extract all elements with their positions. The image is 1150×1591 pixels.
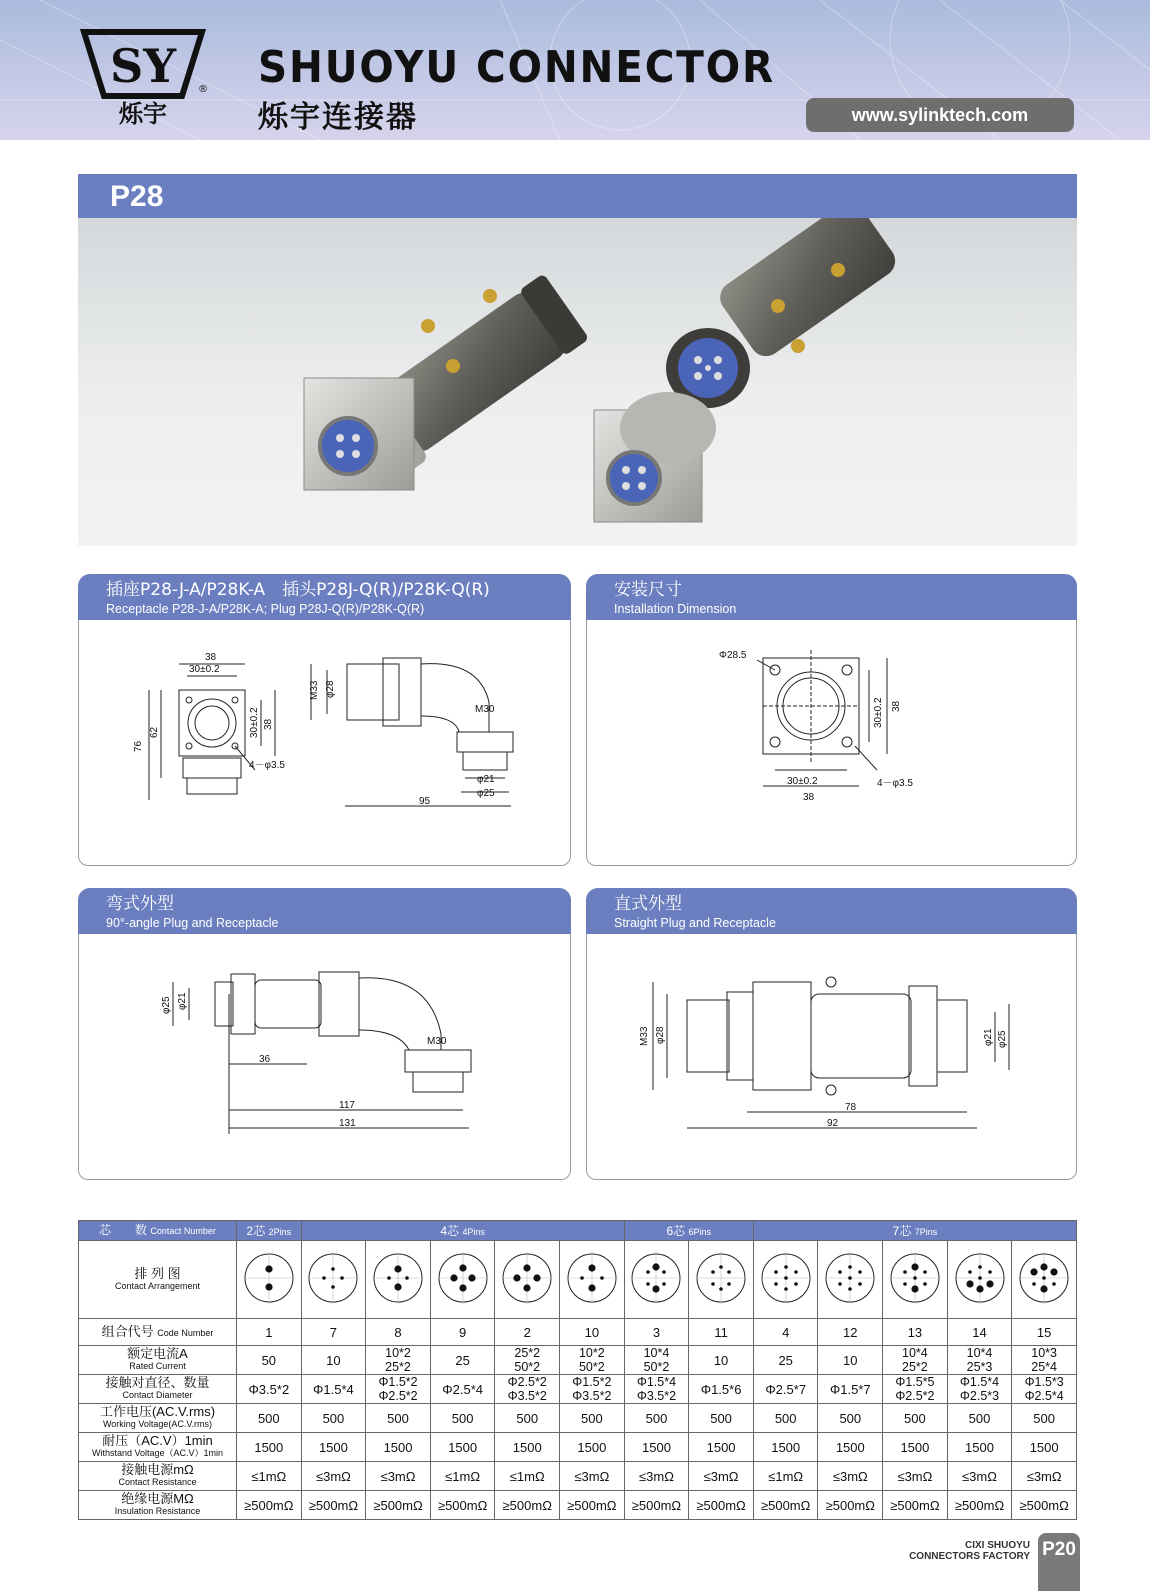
spec-value: 1500: [624, 1433, 689, 1462]
spec-row-label: 工作电压(AC.V.rms) Working Voltage(AC.V.rms): [79, 1404, 237, 1433]
spec-value: ≥500mΩ: [301, 1491, 366, 1520]
dim-36: 36: [259, 1054, 271, 1065]
arrangement-cell: [753, 1241, 818, 1319]
spec-value: 15: [1012, 1319, 1077, 1346]
page-number: P20: [1038, 1533, 1080, 1591]
dim-30-install-bottom: 30±0.2: [787, 776, 818, 787]
section-title-en: Straight Plug and Receptacle: [614, 916, 776, 930]
connector-photo-illustration: [78, 218, 1077, 546]
angle-drawing-panel: [78, 934, 571, 1180]
dim-phi25-angle: φ25: [161, 996, 172, 1014]
spec-value: 1500: [1012, 1433, 1077, 1462]
spec-value: 4: [753, 1319, 818, 1346]
contact-pin: [332, 1285, 336, 1289]
spec-value: 1500: [560, 1433, 625, 1462]
dim-phi21: φ21: [477, 774, 495, 785]
spec-value: 10: [560, 1319, 625, 1346]
spec-value: 500: [301, 1404, 366, 1433]
dim-hole-install: 4－φ3.5: [877, 778, 913, 789]
contact-pin: [468, 1274, 475, 1281]
pin-arrangement-diagram: [756, 1248, 816, 1308]
contact-pin: [1052, 1282, 1056, 1286]
table-header-row: [79, 1221, 1077, 1241]
contact-pin: [848, 1276, 852, 1280]
spec-row: [79, 1433, 1077, 1462]
brand-name-chinese: 烁宇连接器: [258, 100, 418, 135]
pin-arrangement-diagram: [239, 1248, 299, 1308]
group-2pins: 2芯 2Pins: [237, 1221, 302, 1241]
arrangement-cell: [689, 1241, 754, 1319]
arrangement-cell: [624, 1241, 689, 1319]
spec-row-label: 接触对直径、数量 Contact Diameter: [79, 1375, 237, 1404]
arrangement-cell: [560, 1241, 625, 1319]
spec-value: ≤1mΩ: [237, 1462, 302, 1491]
dim-95: 95: [419, 796, 431, 807]
contact-pin: [387, 1276, 391, 1280]
dim-phi28-straight: φ28: [655, 1026, 666, 1044]
spec-value: ≤3mΩ: [689, 1462, 754, 1491]
dim-30-side: 30±0.2: [249, 707, 260, 738]
spec-value: 25: [753, 1346, 818, 1375]
arrangement-cell: [947, 1241, 1012, 1319]
contact-pin: [988, 1270, 992, 1274]
spec-value: Φ1.5*4 Φ2.5*3: [947, 1375, 1012, 1404]
contact-pin: [986, 1280, 993, 1287]
brand-name-english: SHUOYU CONNECTOR: [258, 42, 776, 93]
dim-30-install: 30±0.2: [873, 697, 884, 728]
spec-value: 500: [237, 1404, 302, 1433]
contact-pin: [719, 1287, 723, 1291]
spec-value: ≥500mΩ: [1012, 1491, 1077, 1520]
spec-value: 25*2 50*2: [495, 1346, 560, 1375]
page-header: [0, 0, 1150, 140]
spec-value: 8: [366, 1319, 431, 1346]
arrangement-label: 排 列 图 Contact Arrangement: [79, 1241, 237, 1319]
group-4pins: 4芯 4Pins: [301, 1221, 624, 1241]
contact-pin: [1041, 1263, 1048, 1270]
contact-pin: [968, 1270, 972, 1274]
shuoyu-logo: [76, 26, 210, 126]
spec-row: [79, 1491, 1077, 1520]
contact-pin: [858, 1282, 862, 1286]
receptacle-plug-drawing: [79, 620, 572, 866]
contact-pin: [1051, 1268, 1058, 1275]
spec-value: ≥500mΩ: [753, 1491, 818, 1520]
angle-plug-drawing: [79, 934, 572, 1180]
spec-value: ≥500mΩ: [560, 1491, 625, 1520]
receptacle-drawing-panel: [78, 620, 571, 866]
contact-pin: [911, 1263, 918, 1270]
contact-pin: [653, 1285, 660, 1292]
spec-value: Φ1.5*4: [301, 1375, 366, 1404]
spec-row: [79, 1375, 1077, 1404]
pin-arrangement-diagram: [1014, 1248, 1074, 1308]
section-title-cn: 插座P28-J-A/P28K-A 插头P28J-Q(R)/P28K-Q(R): [106, 580, 490, 600]
spec-value: 1500: [947, 1433, 1012, 1462]
contact-pin: [727, 1270, 731, 1274]
dim-phi21-straight: φ21: [983, 1028, 994, 1046]
contact-pin: [838, 1282, 842, 1286]
spec-value: ≤3mΩ: [301, 1462, 366, 1491]
spec-value: ≥500mΩ: [366, 1491, 431, 1520]
section-title-en: Installation Dimension: [614, 602, 737, 616]
spec-value: 10*2 25*2: [366, 1346, 431, 1375]
spec-row: [79, 1346, 1077, 1375]
spec-value: ≥500mΩ: [237, 1491, 302, 1520]
spec-value: ≥500mΩ: [818, 1491, 883, 1520]
contact-pin: [323, 1276, 327, 1280]
section-title-cn: 安装尺寸: [614, 580, 682, 600]
spec-value: 50: [237, 1346, 302, 1375]
unmated-connector-image: [594, 218, 901, 522]
spec-value: Φ1.5*2 Φ3.5*2: [560, 1375, 625, 1404]
spec-value: 1500: [753, 1433, 818, 1462]
dim-m30: M30: [475, 704, 495, 715]
spec-value: 12: [818, 1319, 883, 1346]
dim-m33-straight: M33: [639, 1026, 650, 1046]
pin-arrangement-diagram: [433, 1248, 493, 1308]
contact-pin: [459, 1264, 466, 1271]
contact-pin: [514, 1274, 521, 1281]
contact-pin: [1042, 1276, 1046, 1280]
pin-arrangement-diagram: [626, 1248, 686, 1308]
section-title-en: Receptacle P28-J-A/P28K-A; Plug P28J-Q(R)/P28K-Q(R): [106, 602, 425, 616]
dim-hole: 4－φ3.5: [249, 760, 285, 771]
dim-phi28-5: Φ28.5: [719, 650, 747, 661]
spec-value: 500: [624, 1404, 689, 1433]
spec-value: 3: [624, 1319, 689, 1346]
arrangement-cell: [495, 1241, 560, 1319]
contact-pin: [719, 1265, 723, 1269]
spec-value: ≤3mΩ: [1012, 1462, 1077, 1491]
spec-value: 10*4 25*3: [947, 1346, 1012, 1375]
dim-38-install-bottom: 38: [803, 792, 815, 803]
contact-pin: [394, 1265, 401, 1272]
contact-pin: [848, 1287, 852, 1291]
spec-value: 500: [883, 1404, 948, 1433]
spec-value: Φ2.5*7: [753, 1375, 818, 1404]
contact-pin: [405, 1276, 409, 1280]
install-drawing-panel: [586, 620, 1077, 866]
spec-value: 1500: [689, 1433, 754, 1462]
contact-pin: [711, 1270, 715, 1274]
spec-table: [78, 1220, 1077, 1520]
model-title: P28: [78, 174, 1077, 218]
spec-value: 500: [947, 1404, 1012, 1433]
spec-value: ≤3mΩ: [366, 1462, 431, 1491]
spec-value: ≤1mΩ: [495, 1462, 560, 1491]
spec-value: 1500: [366, 1433, 431, 1462]
spec-value: Φ1.5*5 Φ2.5*2: [883, 1375, 948, 1404]
spec-value: 7: [301, 1319, 366, 1346]
contact-pin: [663, 1282, 667, 1286]
spec-row-label: 组合代号 Code Number: [79, 1319, 237, 1346]
arrangement-cell: [818, 1241, 883, 1319]
installation-dimension-drawing: [587, 620, 1078, 866]
contact-pin: [784, 1287, 788, 1291]
contact-pin: [711, 1282, 715, 1286]
arrangement-cell: [237, 1241, 302, 1319]
contact-pin: [794, 1282, 798, 1286]
spec-value: 500: [818, 1404, 883, 1433]
spec-value: ≥500mΩ: [947, 1491, 1012, 1520]
contact-pin: [265, 1265, 272, 1272]
spec-value: ≤3mΩ: [818, 1462, 883, 1491]
contact-pin: [1041, 1285, 1048, 1292]
footer-line1: CIXI SHUOYU: [964, 1540, 1030, 1551]
spec-value: ≥500mΩ: [689, 1491, 754, 1520]
spec-value: Φ2.5*4: [430, 1375, 495, 1404]
contact-pin: [774, 1282, 778, 1286]
contact-pin: [265, 1283, 272, 1290]
spec-value: 11: [689, 1319, 754, 1346]
dim-38-side: 38: [263, 718, 274, 730]
spec-value: ≤3mΩ: [560, 1462, 625, 1491]
spec-value: 1500: [237, 1433, 302, 1462]
spec-value: 10: [689, 1346, 754, 1375]
logo-letters: SY: [109, 39, 177, 93]
dim-38-install-side: 38: [891, 700, 902, 712]
dim-phi21-angle: φ21: [177, 992, 188, 1010]
spec-value: 1: [237, 1319, 302, 1346]
contact-pin: [663, 1270, 667, 1274]
contact-pin: [580, 1276, 584, 1280]
spec-value: ≤1mΩ: [430, 1462, 495, 1491]
arrangement-cell: [430, 1241, 495, 1319]
dim-phi25-straight: φ25: [997, 1030, 1008, 1048]
dim-m30-angle: M30: [427, 1036, 447, 1047]
spec-value: 500: [495, 1404, 560, 1433]
spec-value: 500: [689, 1404, 754, 1433]
spec-value: 25: [430, 1346, 495, 1375]
spec-row-label: 绝缘电源MΩ Insulation Resistance: [79, 1491, 237, 1520]
footer-line2: CONNECTORS FACTORY: [909, 1551, 1030, 1562]
spec-row-label: 耐压（AC.V）1min Withstand Voltage（AC.V）1min: [79, 1433, 237, 1462]
contact-pin: [848, 1265, 852, 1269]
spec-value: 2: [495, 1319, 560, 1346]
contact-pin: [524, 1284, 531, 1291]
spec-value: Φ1.5*6: [689, 1375, 754, 1404]
spec-value: ≤3mΩ: [883, 1462, 948, 1491]
group-6pins: 6芯 6Pins: [624, 1221, 753, 1241]
section-title-cn: 直式外型: [614, 894, 682, 914]
spec-value: 500: [366, 1404, 431, 1433]
spec-value: 10*4 50*2: [624, 1346, 689, 1375]
section-header-install: [586, 574, 1077, 620]
dim-phi25: φ25: [477, 788, 495, 799]
group-7pins: 7芯 7Pins: [753, 1221, 1076, 1241]
section-header-receptacle: [78, 574, 571, 620]
spec-row-label: 额定电流A Rated Current: [79, 1346, 237, 1375]
straight-plug-drawing: [587, 934, 1078, 1180]
contact-pin: [794, 1270, 798, 1274]
section-title-cn: 弯式外型: [106, 894, 174, 914]
contact-pin: [394, 1283, 401, 1290]
spec-value: 500: [560, 1404, 625, 1433]
spec-value: ≥500mΩ: [495, 1491, 560, 1520]
spec-value: 10: [301, 1346, 366, 1375]
spec-value: 10*4 25*2: [883, 1346, 948, 1375]
spec-row-label: 接触电源mΩ Contact Resistance: [79, 1462, 237, 1491]
pin-arrangement-diagram: [885, 1248, 945, 1308]
arrangement-row: [79, 1241, 1077, 1319]
contact-pin: [903, 1270, 907, 1274]
spec-value: Φ1.5*2 Φ2.5*2: [366, 1375, 431, 1404]
contact-pin: [923, 1282, 927, 1286]
contact-pin: [588, 1264, 595, 1271]
spec-value: 10*3 25*4: [1012, 1346, 1077, 1375]
spec-value: ≤3mΩ: [624, 1462, 689, 1491]
contact-pin: [450, 1274, 457, 1281]
contact-pin: [976, 1285, 983, 1292]
pin-arrangement-diagram: [497, 1248, 557, 1308]
contact-pin: [913, 1276, 917, 1280]
dim-131: 131: [339, 1118, 356, 1129]
arrangement-cell: [1012, 1241, 1077, 1319]
dim-92: 92: [827, 1118, 839, 1129]
contact-pin: [774, 1270, 778, 1274]
contact-pin: [966, 1280, 973, 1287]
contact-pin: [647, 1282, 651, 1286]
section-header-angle: [78, 888, 571, 934]
spec-value: 1500: [301, 1433, 366, 1462]
footer-factory: [900, 1540, 1030, 1562]
spec-value: ≤1mΩ: [753, 1462, 818, 1491]
pin-arrangement-diagram: [562, 1248, 622, 1308]
contact-pin: [923, 1270, 927, 1274]
spec-row: [79, 1319, 1077, 1346]
contact-pin: [784, 1265, 788, 1269]
dim-78: 78: [845, 1102, 857, 1113]
spec-value: ≥500mΩ: [624, 1491, 689, 1520]
spec-value: 10: [818, 1346, 883, 1375]
spec-value: 500: [753, 1404, 818, 1433]
straight-drawing-panel: [586, 934, 1077, 1180]
dim-30-top: 30±0.2: [189, 664, 220, 675]
contact-pin: [600, 1276, 604, 1280]
spec-value: 1500: [430, 1433, 495, 1462]
spec-value: 1500: [883, 1433, 948, 1462]
contact-pin: [647, 1270, 651, 1274]
spec-value: Φ1.5*7: [818, 1375, 883, 1404]
contact-pin: [332, 1267, 336, 1271]
contact-pin: [978, 1276, 982, 1280]
spec-value: 1500: [818, 1433, 883, 1462]
mated-connector-image: [304, 268, 593, 492]
spec-value: 13: [883, 1319, 948, 1346]
pin-arrangement-diagram: [950, 1248, 1010, 1308]
spec-value: ≥500mΩ: [430, 1491, 495, 1520]
dim-m33: M33: [309, 680, 320, 700]
arrangement-cell: [366, 1241, 431, 1319]
spec-value: ≥500mΩ: [883, 1491, 948, 1520]
spec-row: [79, 1462, 1077, 1491]
contact-pin: [459, 1284, 466, 1291]
spec-value: Φ2.5*2 Φ3.5*2: [495, 1375, 560, 1404]
dim-117: 117: [339, 1100, 355, 1111]
contact-pin: [903, 1282, 907, 1286]
contact-pin: [784, 1276, 788, 1280]
contact-pin: [524, 1264, 531, 1271]
product-photo: [78, 218, 1077, 546]
contact-pin: [1031, 1268, 1038, 1275]
contact-pin: [653, 1263, 660, 1270]
contact-pin: [858, 1270, 862, 1274]
contact-pin: [978, 1265, 982, 1269]
contact-pin: [534, 1274, 541, 1281]
dim-phi28: φ28: [325, 680, 336, 698]
spec-value: 1500: [495, 1433, 560, 1462]
arrangement-cell: [883, 1241, 948, 1319]
dim-62: 62: [149, 726, 160, 738]
spec-value: 14: [947, 1319, 1012, 1346]
contact-pin: [911, 1285, 918, 1292]
arrangement-cell: [301, 1241, 366, 1319]
dim-38-top: 38: [205, 652, 217, 663]
spec-value: 10*2 50*2: [560, 1346, 625, 1375]
pin-arrangement-diagram: [303, 1248, 363, 1308]
pin-arrangement-diagram: [368, 1248, 428, 1308]
pin-arrangement-diagram: [820, 1248, 880, 1308]
spec-value: 500: [430, 1404, 495, 1433]
spec-value: 9: [430, 1319, 495, 1346]
section-header-straight: [586, 888, 1077, 934]
website-link[interactable]: www.sylinktech.com: [806, 98, 1074, 132]
spec-value: Φ3.5*2: [237, 1375, 302, 1404]
contact-number-label: 芯 数 Contact Number: [79, 1221, 237, 1241]
section-title-en: 90°-angle Plug and Receptacle: [106, 916, 279, 930]
spec-value: Φ1.5*4 Φ3.5*2: [624, 1375, 689, 1404]
spec-value: Φ1.5*3 Φ2.5*4: [1012, 1375, 1077, 1404]
logo-chinese: 烁宇: [119, 100, 167, 126]
contact-pin: [1032, 1282, 1036, 1286]
pin-arrangement-diagram: [691, 1248, 751, 1308]
dim-76: 76: [133, 740, 144, 752]
contact-pin: [727, 1282, 731, 1286]
spec-row: [79, 1404, 1077, 1433]
contact-pin: [588, 1284, 595, 1291]
spec-value: ≤3mΩ: [947, 1462, 1012, 1491]
contact-pin: [341, 1276, 345, 1280]
spec-value: 500: [1012, 1404, 1077, 1433]
svg-text:®: ®: [198, 84, 208, 95]
contact-pin: [838, 1270, 842, 1274]
